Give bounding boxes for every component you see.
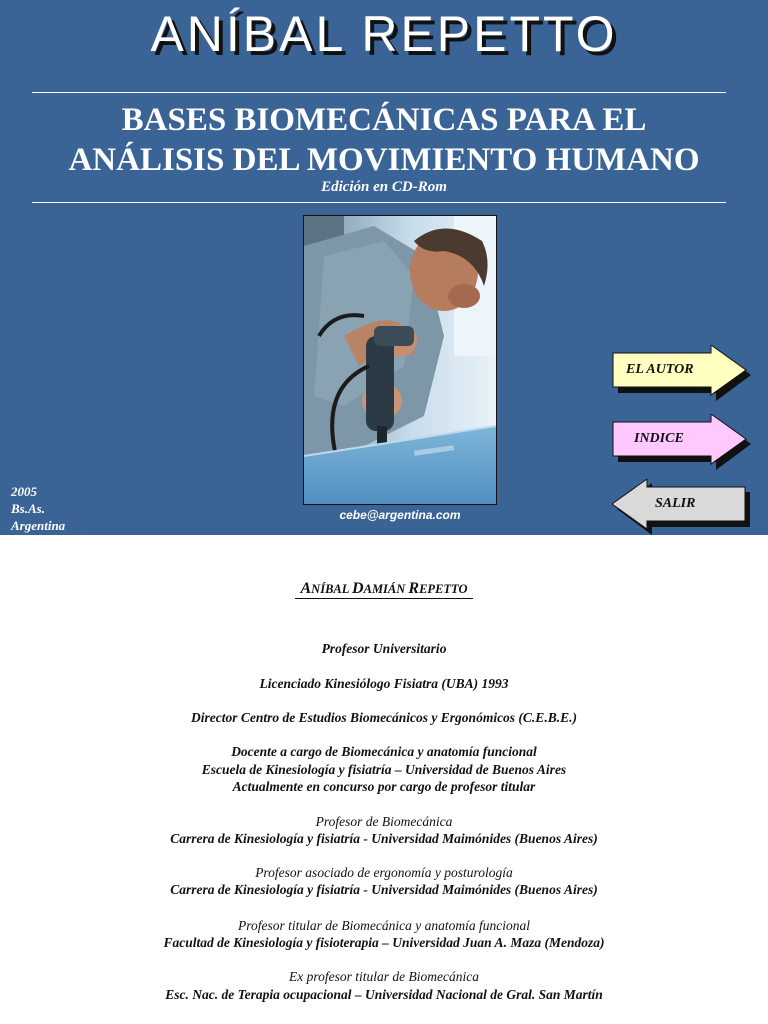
name-rest-2: AMIÁN (363, 582, 409, 596)
credential-line: Escuela de Kinesiología y fisiatría – Universidad de Buenos Aires (201, 762, 567, 777)
indice-button[interactable] (612, 414, 756, 474)
el-autor-button[interactable] (612, 345, 756, 405)
contact-email[interactable]: cebe@argentina.com (339, 508, 461, 522)
title-line-1: BASES BIOMECÁNICAS PARA EL (121, 102, 647, 138)
author-name: ANÍBAL REPETTO (150, 6, 618, 62)
book-title (0, 100, 768, 180)
credential-line: Licenciado Kinesiólogo Fisiatra (UBA) 1993 (259, 676, 509, 691)
credential-line: Profesor de Biomecánica (315, 814, 453, 829)
author-photo (303, 215, 497, 505)
name-initial-3: R (408, 580, 420, 597)
credential-line: Ex profesor titular de Biomecánica (289, 969, 479, 984)
indice-label: INDICE (634, 431, 684, 446)
title-line-2: ANÁLISIS DEL MOVIMIENTO HUMANO (68, 142, 700, 178)
credential-line: Profesor Universitario (321, 641, 447, 656)
el-autor-label: EL AUTOR (626, 362, 694, 377)
salir-label: SALIR (655, 496, 696, 511)
publication-country: Argentina (11, 518, 66, 533)
credential-line: Esc. Nac. de Terapia ocupacional – Universidad Nacional de Gral. San Martín (165, 987, 603, 1002)
top-divider (32, 92, 726, 93)
credential-line: Carrera de Kinesiología y fisiatría - Universidad Maimónides (Buenos Aires) (170, 831, 598, 846)
bottom-divider (32, 202, 726, 203)
credential-line: Facultad de Kinesiología y fisioterapia – Universidad Juan A. Maza (Mendoza) (163, 935, 605, 950)
salir-button[interactable] (612, 479, 756, 535)
name-initial-1: A (300, 580, 312, 597)
bio-author-name (0, 580, 768, 598)
publication-info (11, 483, 65, 534)
edition-label: Edición en CD-Rom (321, 179, 447, 195)
credential-line: Actualmente en concurso por cargo de profesor titular (232, 779, 536, 794)
author-photo-illustration (304, 216, 496, 504)
credential-line: Profesor asociado de ergonomía y posturología (255, 865, 513, 880)
credential-line: Director Centro de Estudios Biomecánicos y Ergonómicos (C.E.B.E.) (191, 710, 577, 725)
name-initial-2: D (352, 580, 364, 597)
publication-year: 2005 (11, 484, 37, 499)
credential-line: Profesor titular de Biomecánica y anatomía funcional (238, 918, 530, 933)
publication-city: Bs.As. (11, 501, 45, 516)
name-rest-3: EPETTO (419, 582, 468, 596)
credential-line: Docente a cargo de Biomecánica y anatomía funcional (231, 744, 537, 759)
name-rest-1: NÍBAL (311, 582, 353, 596)
credential-line: Carrera de Kinesiología y fisiatría - Universidad Maimónides (Buenos Aires) (170, 882, 598, 897)
